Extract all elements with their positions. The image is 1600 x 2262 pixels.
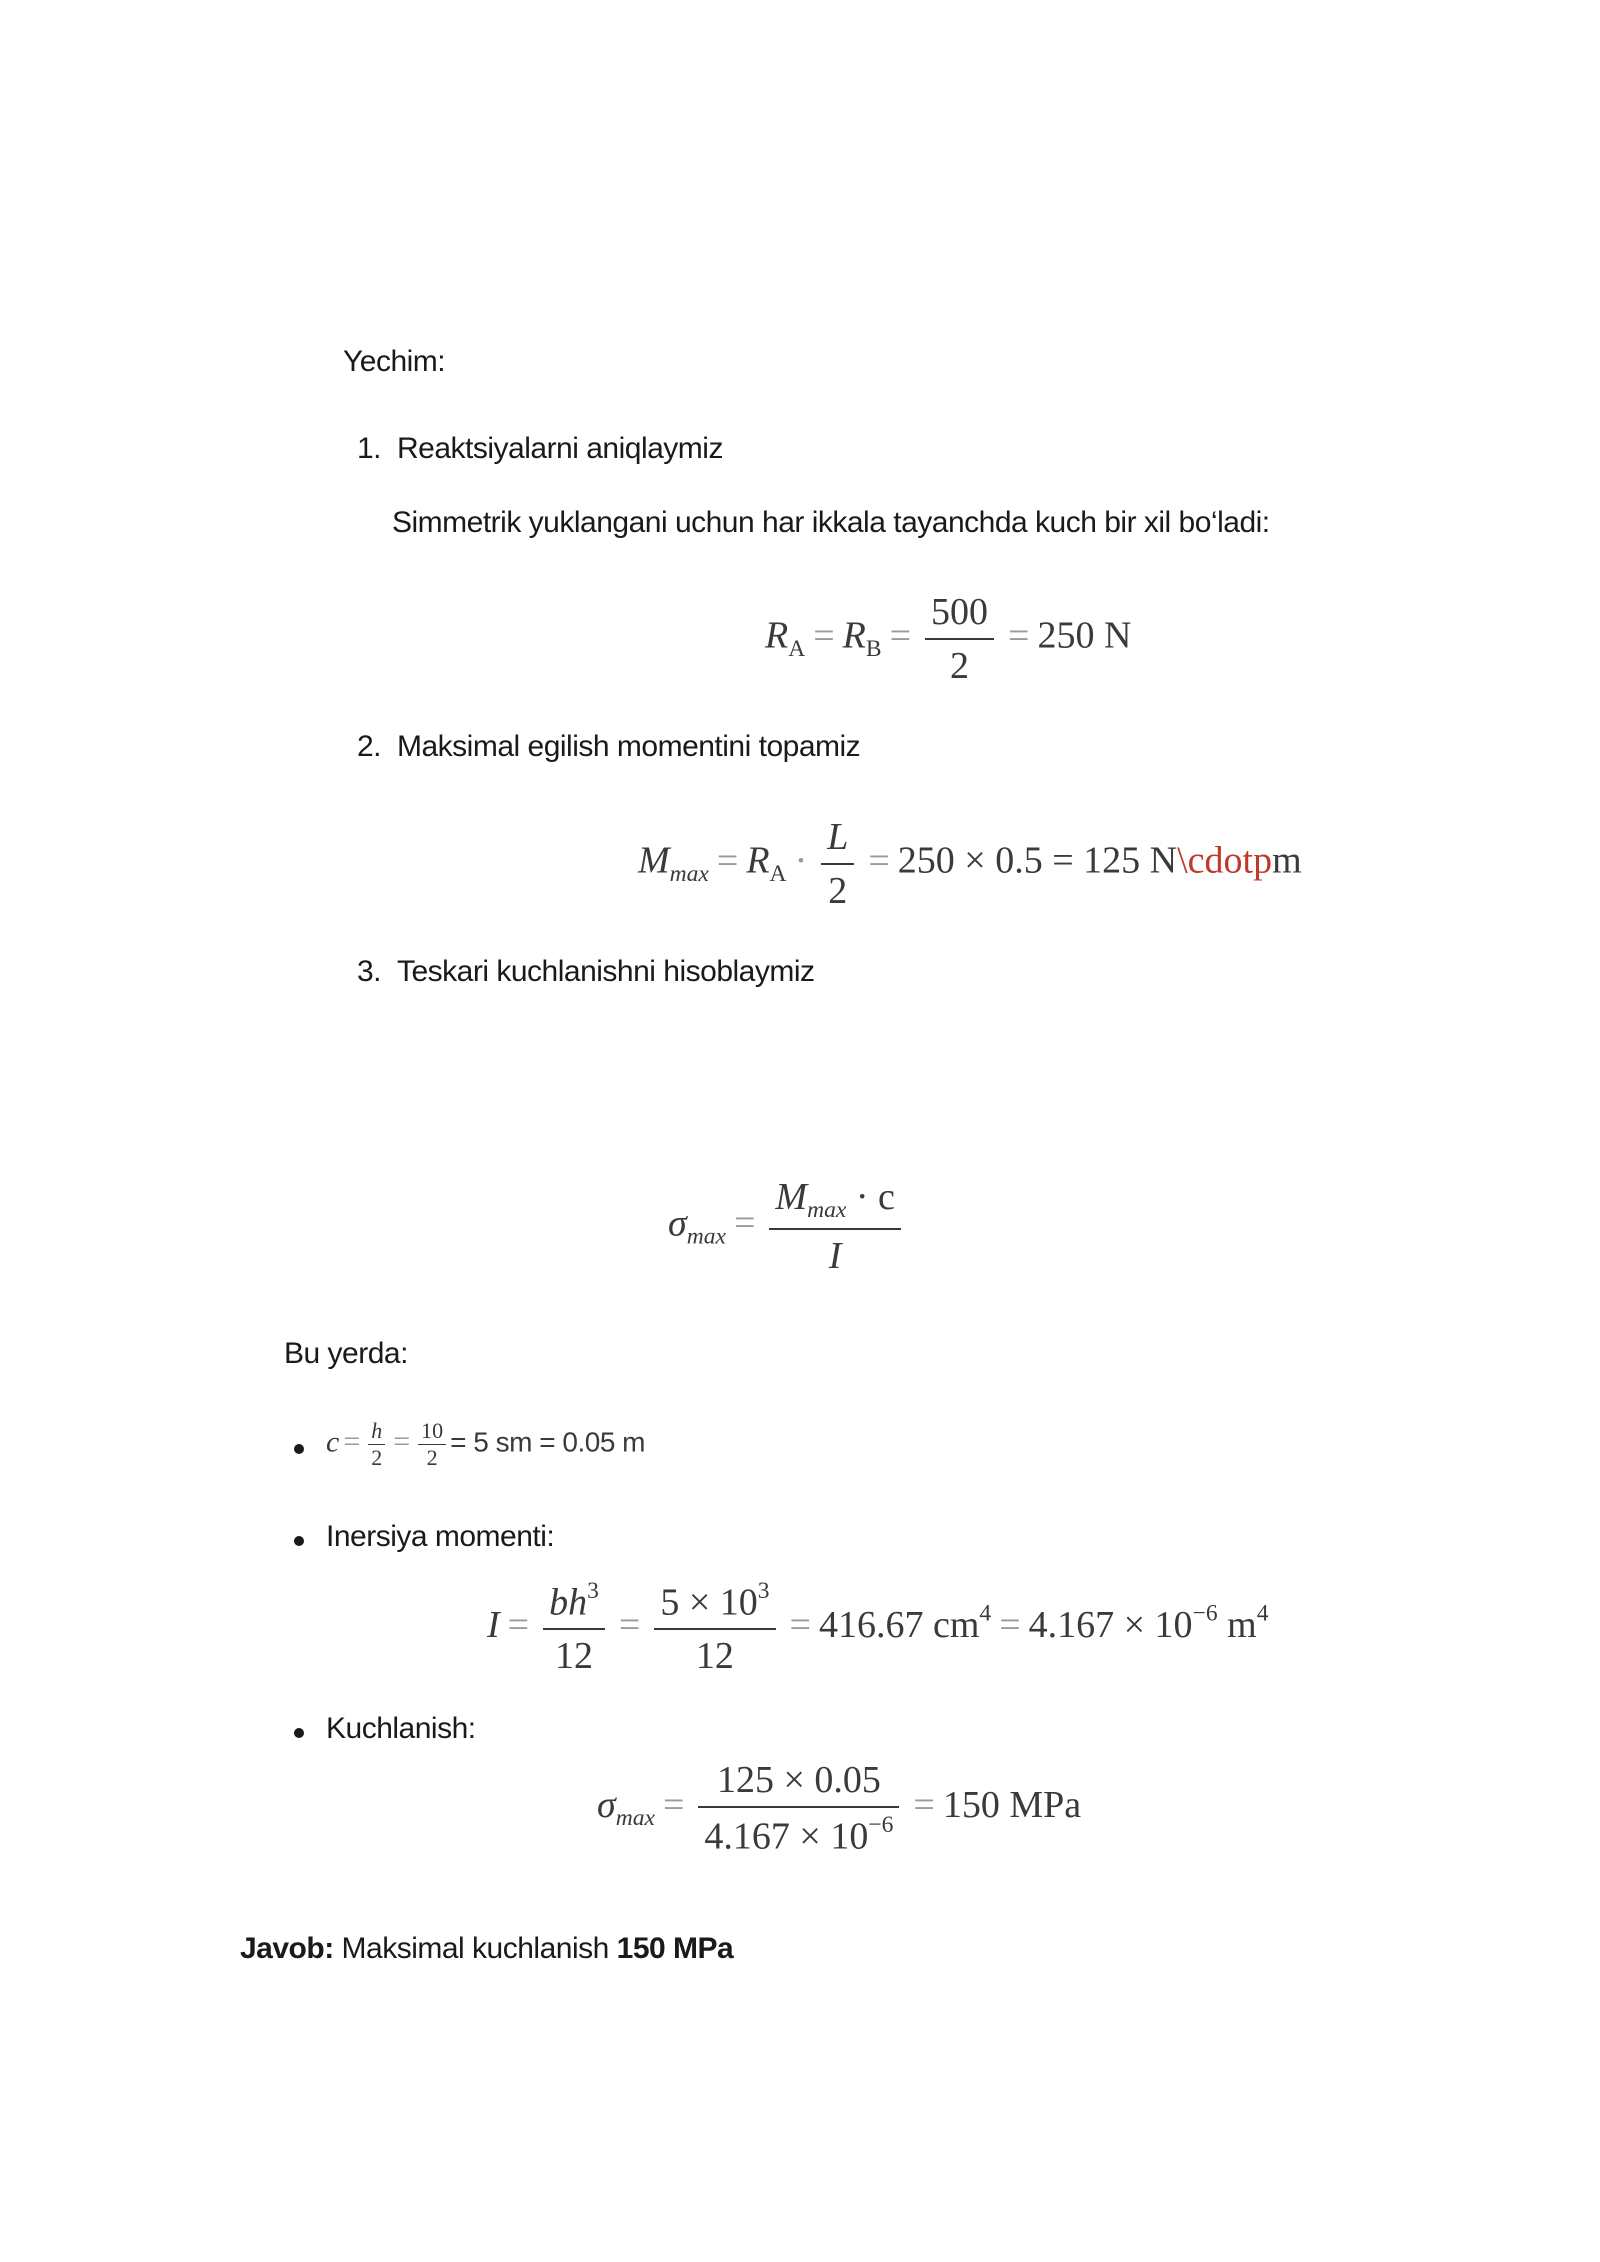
stress-result-equation: $\sigma_{max}$ = $\frac{125 \times 0.05}{4.167 \times 10^{-6}}$ = 150 MPa [597, 1759, 1082, 1858]
latex-error-text: \cdotp [1177, 839, 1273, 882]
bullet-1 [294, 1444, 304, 1454]
step-1-text: Simmetrik yuklangani uchun har ikkala tayanchda kuch bir xil bo‘ladi: [392, 506, 1270, 539]
stress-label: Kuchlanish: [326, 1712, 476, 1745]
step-3-title: Teskari kuchlanishni hisoblaymiz [397, 955, 815, 988]
inertia-equation: I = $\frac{bh^3}{12}$ = $\frac{5 \times 10^3}{12}$ = 416.67 $cm^4 = 4.167 \times 10^{-6}$ $m^4$ [487, 1578, 1269, 1678]
bullet-3 [294, 1728, 304, 1738]
answer [240, 1932, 733, 1966]
stress-formula: $\sigma_{max}$ = $\frac{M_{max} \cdot c}{I}$ [668, 1175, 907, 1278]
reaction-fraction: $\frac{500}{2}$ [925, 590, 994, 688]
step-1-number: 1. [357, 432, 382, 465]
answer-label: Javob: [240, 1932, 334, 1965]
reaction-equation: $R_A = R_B$ = $\frac{500}{2}$ = 250 N [765, 591, 1132, 687]
c-equation: c = $\frac{h}{2}$ = $\frac{10}{2}$ = 5 sm = 0.05 m [326, 1418, 645, 1470]
bullet-2 [294, 1536, 304, 1546]
step-1-title: Reaktsiyalarni aniqlaymiz [397, 432, 723, 465]
step-1 [357, 432, 723, 466]
step-2-title: Maksimal egilish momentini topamiz [397, 730, 861, 763]
where-label: Bu yerda: [284, 1337, 408, 1370]
step-2-number: 2. [357, 730, 382, 763]
answer-value: 150 MPa [616, 1932, 734, 1965]
moment-fraction: $\frac{L}{2}$ [821, 815, 854, 913]
step-2 [357, 730, 860, 764]
solution-heading: Yechim: [343, 345, 446, 378]
answer-text: Maksimal kuchlanish [333, 1932, 617, 1965]
step-3-number: 3. [357, 955, 382, 988]
inertia-label: Inersiya momenti: [326, 1520, 555, 1553]
stress-fraction: $\frac{M_{max} \cdot c}{I}$ [769, 1175, 900, 1278]
step-3 [357, 955, 815, 989]
moment-equation: $M_{max} = R_A$ · $\frac{L}{2}$ = 250 × 0.5 = 125 N\cdotpm [638, 816, 1302, 912]
